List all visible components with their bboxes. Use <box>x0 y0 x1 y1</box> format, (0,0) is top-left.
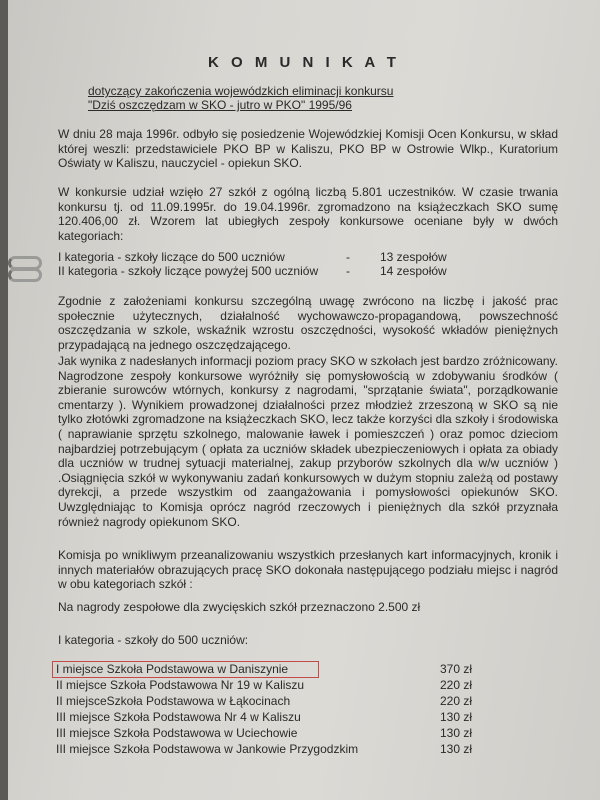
place-amount-2: 220 zł <box>440 678 473 692</box>
place-amount-6: 130 zł <box>440 742 473 756</box>
category-1-label: I kategoria - szkoły liczące do 500 uczniów <box>58 250 285 264</box>
category-2-dash: - <box>346 264 350 278</box>
paragraph-meeting: W dniu 28 maja 1996r. odbyło się posiedzenie Wojewódzkiej Komisji Ocen Konkursu, w skład której weszli: przedstawiciele PKO BP w Kaliszu, PKO BP w Ostrowie Wlkp., Kuratorium Oświaty w Kaliszu, nauczyciel - opiekun SKO. <box>58 127 558 171</box>
paragraph-prize-pool: Na nagrody zespołowe dla zwycięskich szkół przeznaczono 2.500 zł <box>58 600 421 614</box>
paragraph-criteria: Zgodnie z założeniami konkursu szczególną uwagę zwrócono na liczbę i jakość prac społecznie użytecznych, działalność wychowawczo-propagandową, powszechność oszczędzania w szkole, wskaźnik wzrostu oszczędności, wysokość wkładów pieniężnych przypadającą na jednego oszczędzającego. <box>58 294 558 352</box>
subtitle-line-2: "Dziś oszczędzam w SKO - jutro w PKO" 1995/96 <box>88 98 352 112</box>
paragraph-participation: W konkursie udział wzięło 27 szkół z ogólną liczbą 5.801 uczestników. W czasie trwania konkursu tj. od 11.09.1995r. do 19.04.1996r. zgromadzono na książeczkach SKO sumę 120.406,00 zł. Wzorem lat ubiegłych zespoły konkursowe oceniane były w dwóch kategoriach: <box>58 185 558 243</box>
document-title: K O M U N I K A T <box>208 54 400 71</box>
place-amount-3: 220 zł <box>440 694 473 708</box>
paragraph-results: Jak wynika z nadesłanych informacji poziom pracy SKO w szkołach jest bardzo zróżnicowany. Nagrodzone zespoły konkursowe wyróżniły się pomysłowością w zdobywaniu środków ( zbieranie surowców wtórnych, konkursy z nagrodami, "sprzątanie świata", porządkowanie cmentarzy ). Wynikiem prowadzonej działalności przez młodzież zrzeszoną w SKO są nie tylko złotówki zgromadzone na książeczkach SKO, lecz także korzyści dla szkoły i środowiska ( naprawianie sprzętu szkolnego, malowanie ławek i pomieszczeń ) oraz pomoc dzieciom najbardziej potrzebującym ( opłata za uczniów składek ubezpieczeniowych i opłata za obiady dla uczniów w trudnej sytuacji materialnej, zakup przyborów szkolnych dla w/w uczniów ) .Osiągnięcia szkół w wykonywaniu zadań konkursowych w dużym stopniu zależą od postawy dyrekcji, a przede wszystkim od zaangażowania i pomysłowości opiekunów SKO. Uwzględniając to Komisja oprócz nagród rzeczowych i pieniężnych dla szkół przyznała również nagrody opiekunom SKO. <box>58 354 558 529</box>
place-row-5: III miejsce Szkoła Podstawowa w Uciechowie <box>56 726 298 740</box>
binder-ring <box>8 268 42 282</box>
category-heading: I kategoria - szkoły do 500 uczniów: <box>58 633 249 647</box>
place-row-6: III miejsce Szkoła Podstawowa w Jankowie Przygodzkim <box>56 742 359 756</box>
category-1-dash: - <box>346 250 350 264</box>
subtitle-line-1: dotyczący zakończenia wojewódzkich eliminacji konkursu <box>88 84 394 98</box>
category-2-count: 14 zespołów <box>380 264 447 278</box>
document-page <box>8 0 600 800</box>
category-1-count: 13 zespołów <box>380 250 447 264</box>
place-amount-1: 370 zł <box>440 662 473 676</box>
category-2-label: II kategoria - szkoły liczące powyżej 500 uczniów <box>58 264 319 278</box>
place-row-3: II miejsceSzkoła Podstawowa w Łąkocinach <box>56 694 291 708</box>
paragraph-commission: Komisja po wnikliwym przeanalizowaniu wszystkich przesłanych kart informacyjnych, kronik i innych materiałów obrazujących pracę SKO dokonała następującego podziału miejsc i nagród w obu kategoriach szkół : <box>58 548 558 592</box>
place-row-2: II miejsce Szkoła Podstawowa Nr 19 w Kaliszu <box>56 678 305 692</box>
place-row-4: III miejsce Szkoła Podstawowa Nr 4 w Kaliszu <box>56 710 301 724</box>
place-amount-4: 130 zł <box>440 710 473 724</box>
place-amount-5: 130 zł <box>440 726 473 740</box>
place-row-1: I miejsce Szkoła Podstawowa w Daniszynie <box>56 662 289 676</box>
